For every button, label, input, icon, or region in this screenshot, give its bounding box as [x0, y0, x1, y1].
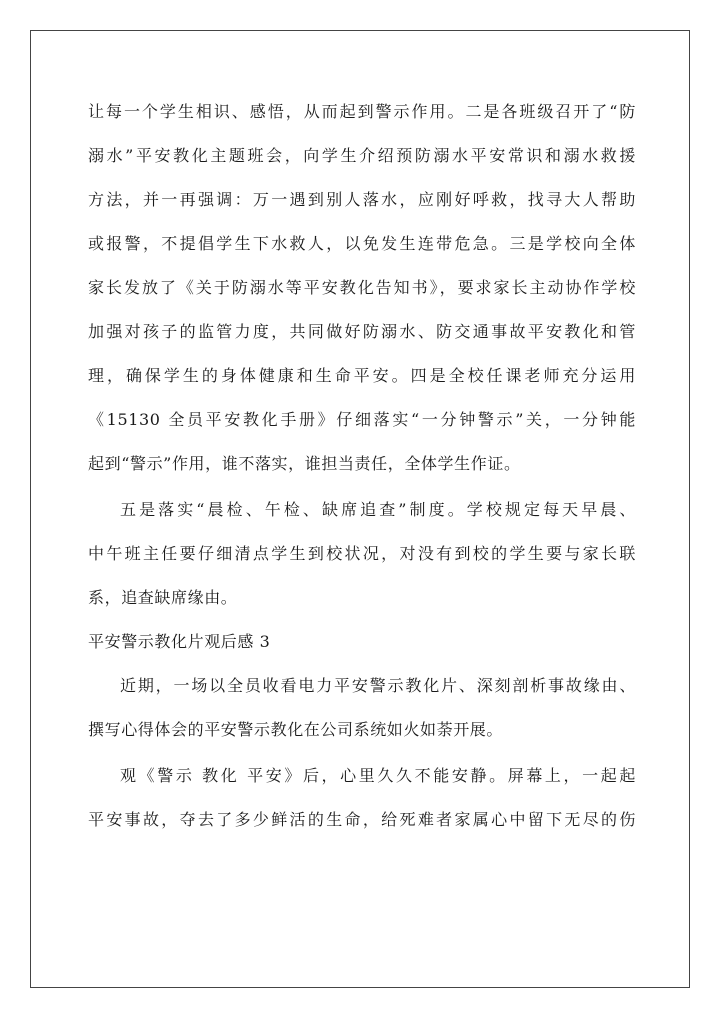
- text-line: 起到“警示”作用，谁不落实，谁担当责任，全体学生作证。: [88, 454, 521, 473]
- text-line: 加强对孩子的监管力度，共同做好防溺水、防交通事故平安教化和管: [88, 322, 636, 341]
- text-line: 观《警示 教化 平安》后，心里久久不能安静。屏幕上，一起起: [120, 766, 636, 785]
- text-line: 方法，并一再强调：万一遇到别人落水，应刚好呼救，找寻大人帮助: [88, 190, 636, 209]
- text-line: 平安事故，夺去了多少鲜活的生命，给死难者家属心中留下无尽的伤: [88, 810, 636, 829]
- paragraph-4: [88, 754, 636, 842]
- text-line: 《15130 全员平安教化手册》仔细落实“一分钟警示”关，一分钟能: [88, 410, 636, 429]
- text-line: 撰写心得体会的平安警示教化在公司系统如火如荼开展。: [88, 720, 504, 739]
- text-line: 让每一个学生相识、感悟，从而起到警示作用。二是各班级召开了“防: [88, 102, 636, 121]
- text-line: 中午班主任要仔细清点学生到校状况，对没有到校的学生要与家长联: [88, 544, 636, 563]
- text-line: 五是落实“晨检、午检、缺席追查”制度。学校规定每天早晨、: [120, 500, 636, 519]
- section-heading: 平安警示教化片观后感 3: [88, 632, 271, 651]
- paragraph-3: [88, 664, 636, 752]
- text-line: 或报警，不提倡学生下水救人，以免发生连带危急。三是学校向全体: [88, 234, 636, 253]
- text-line: 系，追查缺席缘由。: [88, 588, 238, 607]
- paragraph-1: [88, 90, 636, 486]
- text-line: 家长发放了《关于防溺水等平安教化告知书》，要求家长主动协作学校: [88, 278, 636, 297]
- text-line: 近期，一场以全员收看电力平安警示教化片、深刻剖析事故缘由、: [120, 676, 636, 695]
- document-body: [88, 90, 636, 842]
- paragraph-2: [88, 488, 636, 620]
- text-line: 溺水”平安教化主题班会，向学生介绍预防溺水平安常识和溺水救援: [88, 146, 636, 165]
- text-line: 理，确保学生的身体健康和生命平安。四是全校任课老师充分运用: [88, 366, 636, 385]
